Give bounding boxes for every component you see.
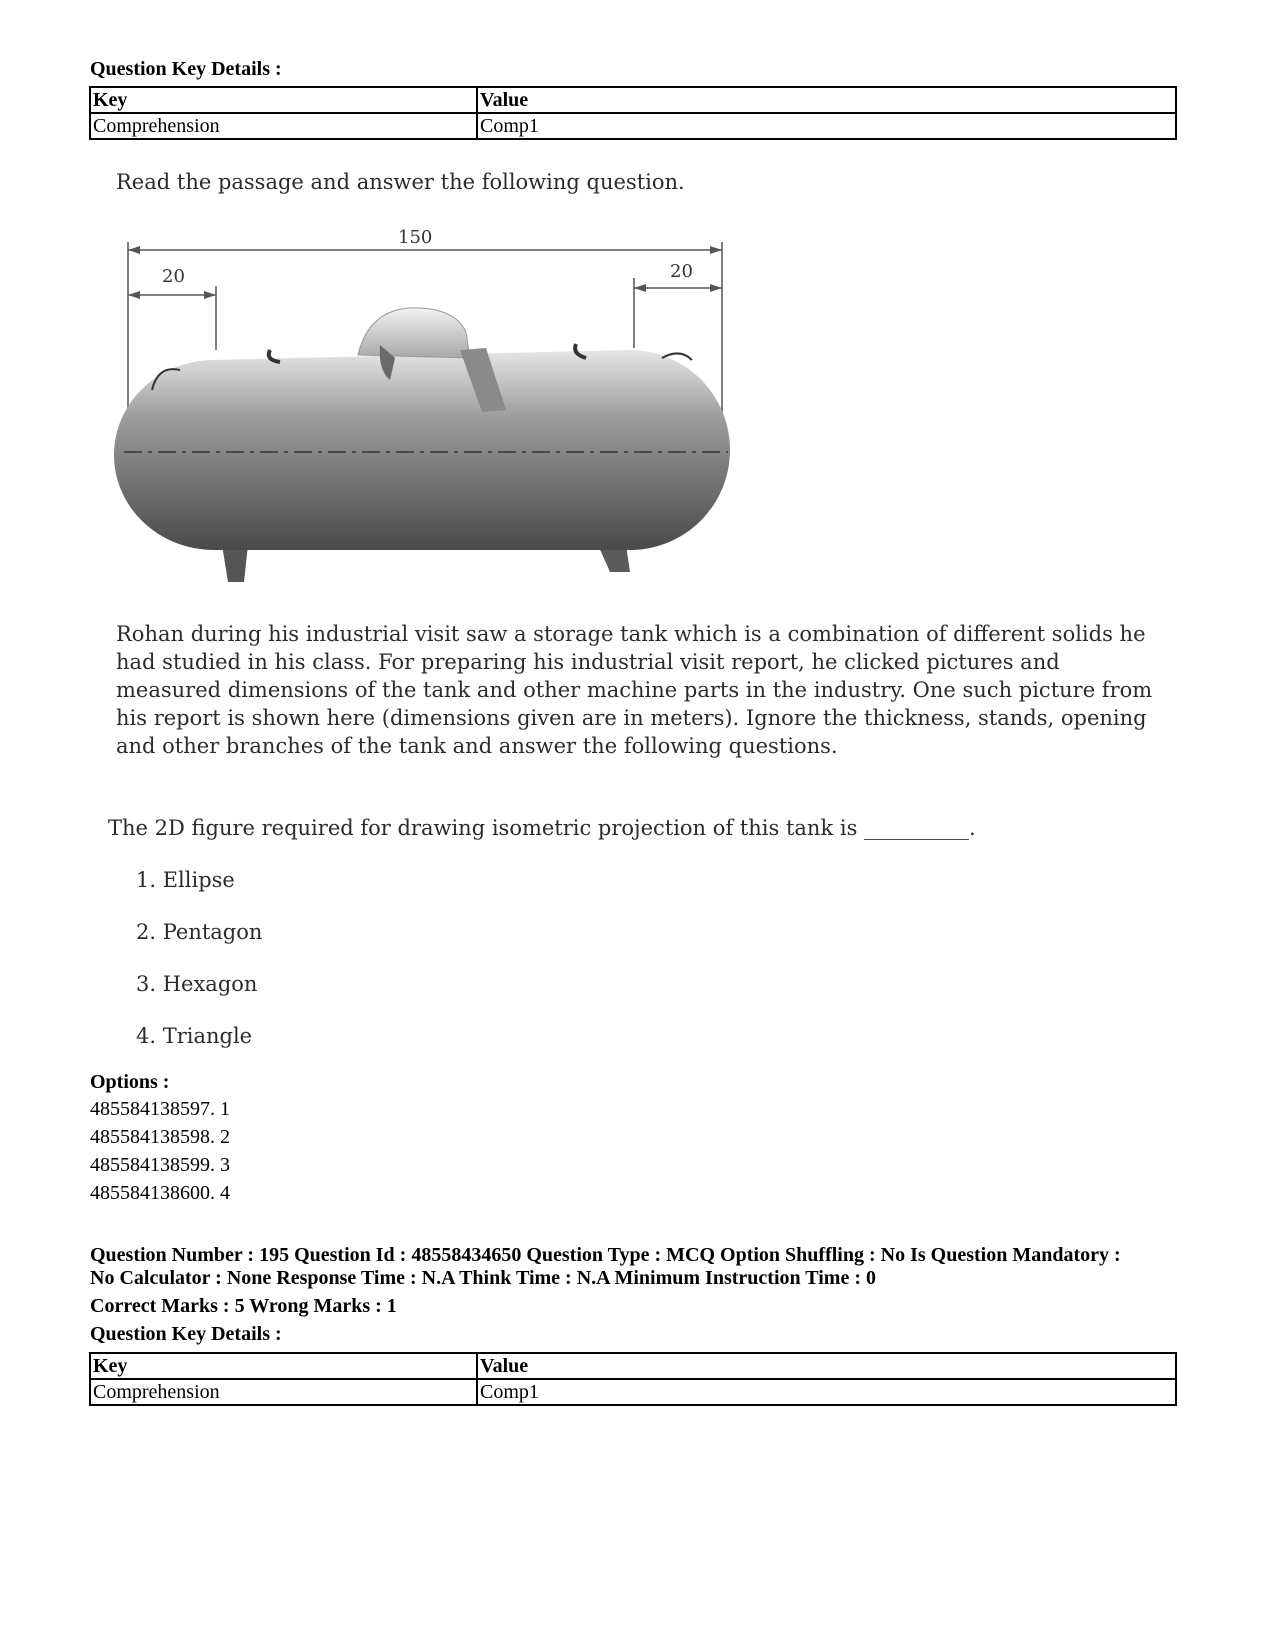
key-details-heading-2: Question Key Details : xyxy=(90,1323,282,1345)
choice-3: 3. Hexagon xyxy=(136,972,258,996)
key-details-heading: Question Key Details : xyxy=(90,58,282,80)
option-item: 485584138600. 4 xyxy=(90,1182,230,1204)
choice-1: 1. Ellipse xyxy=(136,868,235,892)
choice-4: 4. Triangle xyxy=(136,1024,253,1048)
options-heading: Options : xyxy=(90,1071,170,1093)
instruction-text: Read the passage and answer the following question. xyxy=(116,170,685,194)
tank-figure xyxy=(110,220,750,600)
dim-label-left: 20 xyxy=(162,266,185,287)
table-header-row xyxy=(90,87,1176,113)
passage-text: Rohan during his industrial visit saw a storage tank which is a combination of different solids he had studied in his class. For preparing his industrial visit report, he clicked pictures and measured dimensions of the tank and other machine parts in the industry. One such picture from his report is shown here (dimensions given are in meters). Ignore the thickness, stands, opening and other branches of the tank and answer the following questions. xyxy=(116,622,1153,758)
option-item: 485584138597. 1 xyxy=(90,1098,230,1120)
table-cell-value: Comp1 xyxy=(477,1379,1176,1405)
dim-label-total: 150 xyxy=(398,227,433,248)
table-header-key: Key xyxy=(90,1353,477,1379)
table-row xyxy=(90,1379,1176,1405)
key-details-table xyxy=(89,86,1177,140)
table-header-value: Value xyxy=(477,87,1176,113)
table-cell-value: Comp1 xyxy=(477,113,1176,139)
question-text: The 2D figure required for drawing isometric projection of this tank is __________. xyxy=(108,816,976,840)
dim-label-right: 20 xyxy=(670,261,693,282)
option-item: 485584138599. 3 xyxy=(90,1154,230,1176)
marks-line: Correct Marks : 5 Wrong Marks : 1 xyxy=(90,1295,397,1317)
question-meta-line1: Question Number : 195 Question Id : 48558434650 Question Type : MCQ Option Shuffling : No Is Question Mandatory : xyxy=(90,1244,1121,1266)
table-header-row xyxy=(90,1353,1176,1379)
table-cell-key: Comprehension xyxy=(90,113,477,139)
key-details-table-2 xyxy=(89,1352,1177,1406)
option-item: 485584138598. 2 xyxy=(90,1126,230,1148)
choice-2: 2. Pentagon xyxy=(136,920,263,944)
table-header-key: Key xyxy=(90,87,477,113)
table-row xyxy=(90,113,1176,139)
table-cell-key: Comprehension xyxy=(90,1379,477,1405)
question-meta-line2: No Calculator : None Response Time : N.A Think Time : N.A Minimum Instruction Time : 0 xyxy=(90,1267,876,1289)
table-header-value: Value xyxy=(477,1353,1176,1379)
